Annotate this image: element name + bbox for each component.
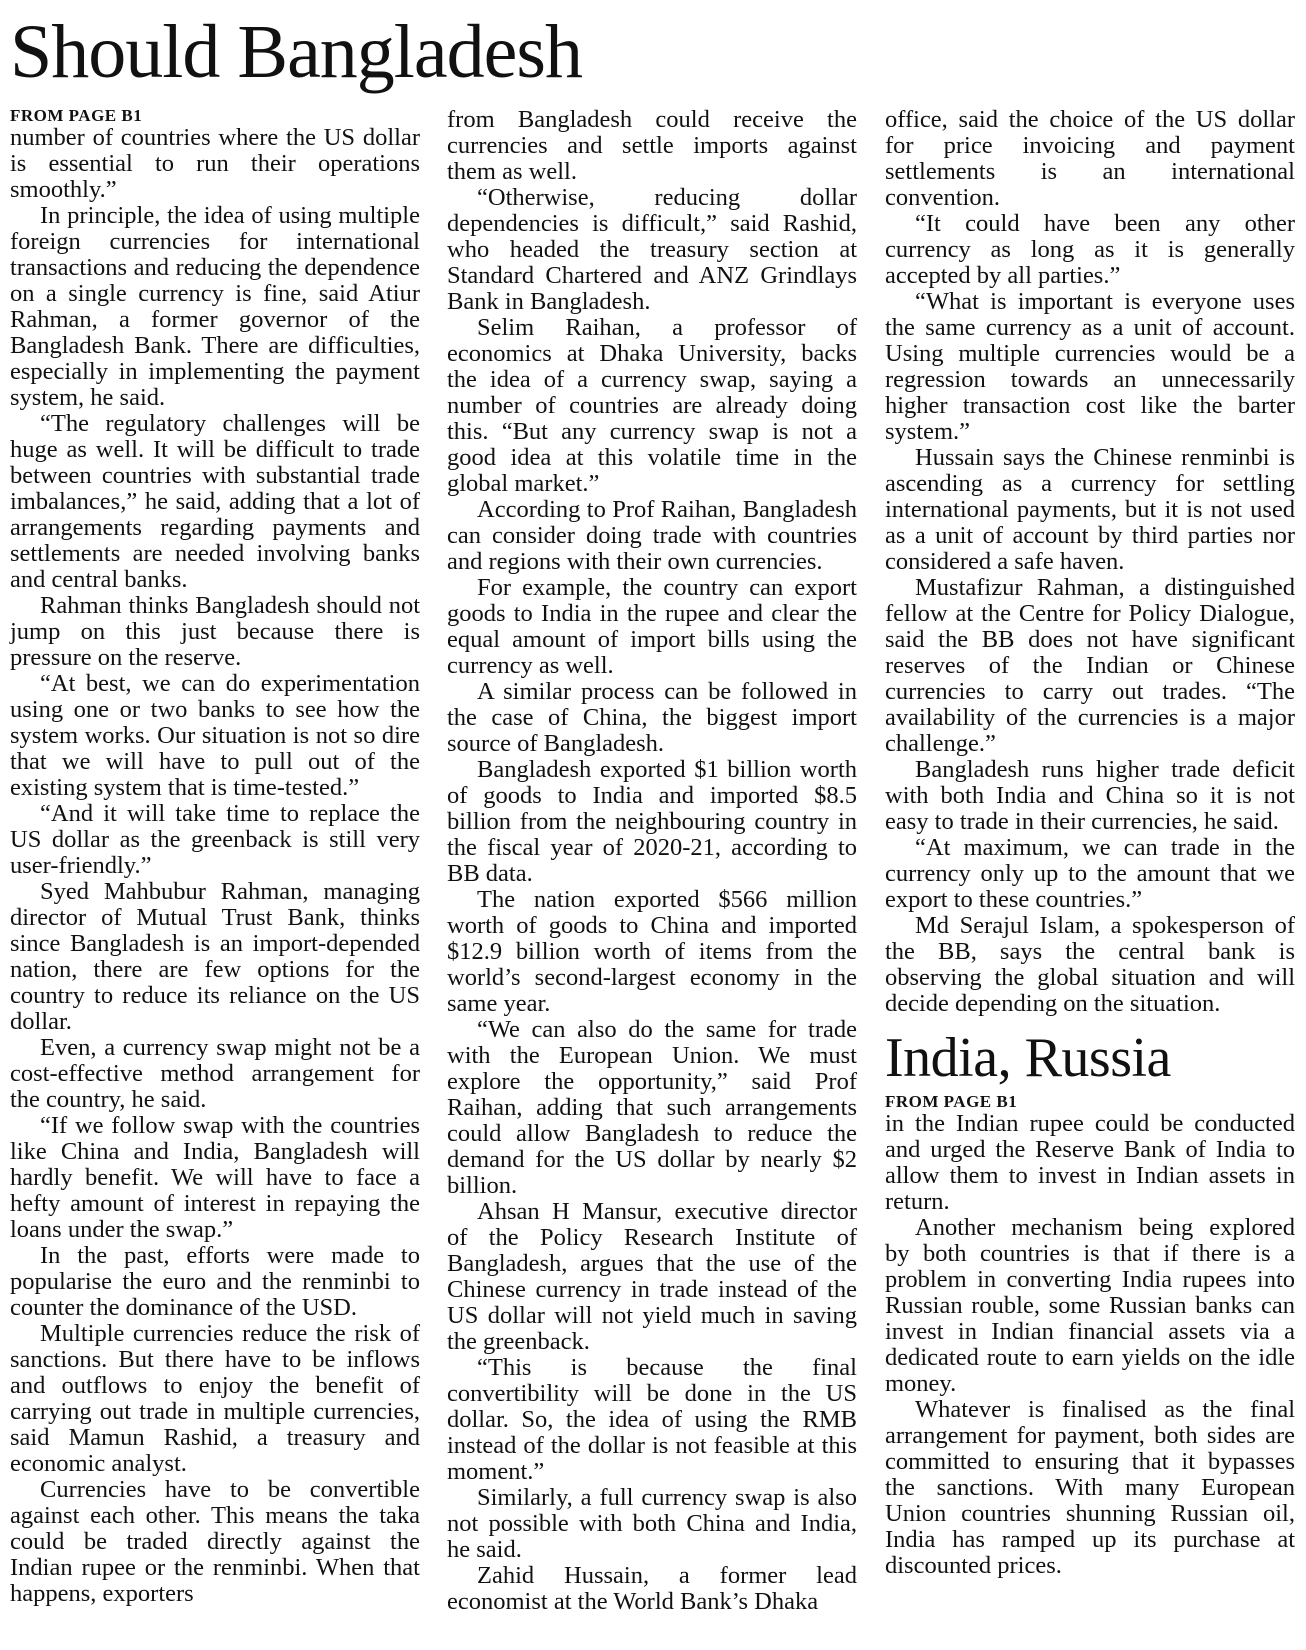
paragraph: Another mechanism being explored by both countries is that if there is a problem in converting India rupees into Russian rouble, some Russian banks can invest in Indian financial assets via a dedicated route to earn yields on the idle money. [885, 1214, 1295, 1397]
paragraph: Md Serajul Islam, a spokesperson of the BB, says the central bank is observing the global situation and will decide depending on the situation. [885, 912, 1295, 1017]
paragraph: “At best, we can do experimentation using one or two banks to see how the system works. Our situation is not so dire that we will have to pull out of the existing system that is time-tested.” [10, 670, 420, 801]
paragraph: “This is because the final convertibility will be done in the US dollar. So, the idea of using the RMB instead of the dollar is not feasible at this moment.” [447, 1354, 857, 1485]
paragraph: Bangladesh exported $1 billion worth of goods to India and imported $8.5 billion from the neighbouring country in the fiscal year of 2020-21, according to BB data. [447, 756, 857, 887]
paragraph: number of countries where the US dollar is essential to run their operations smoothly.” [10, 124, 420, 203]
paragraph: According to Prof Raihan, Bangladesh can consider doing trade with countries and regions with their own currencies. [447, 496, 857, 575]
paragraph: The nation exported $566 million worth of goods to China and imported $12.9 billion worth of items from the world’s second-largest economy in the same year. [447, 886, 857, 1017]
paragraph: Syed Mahbubur Rahman, managing director of Mutual Trust Bank, thinks since Bangladesh is an import-depended nation, there are few options for the country to reduce its reliance on the US dollar. [10, 878, 420, 1035]
paragraph: For example, the country can export goods to India in the rupee and clear the equal amount of import bills using the currency as well. [447, 574, 857, 679]
paragraph: “It could have been any other currency as long as it is generally accepted by all parties.” [885, 210, 1295, 289]
paragraph: “If we follow swap with the countries like China and India, Bangladesh will hardly benefit. We will have to face a hefty amount of interest in repaying the loans under the swap.” [10, 1112, 420, 1243]
paragraph: from Bangladesh could receive the currencies and settle imports against them as well. [447, 106, 857, 185]
paragraph: Multiple currencies reduce the risk of sanctions. But there have to be inflows and outflows to enjoy the benefit of carrying out trade in multiple currencies, said Mamun Rashid, a treasury and economic analyst. [10, 1320, 420, 1477]
paragraph: Ahsan H Mansur, executive director of the Policy Research Institute of Bangladesh, argues that the use of the Chinese currency in trade instead of the US dollar will not yield much in saving the greenback. [447, 1198, 857, 1355]
paragraph: Similarly, a full currency swap is also not possible with both China and India, he said. [447, 1484, 857, 1563]
jump-label: FROM PAGE B1 [885, 1092, 1018, 1111]
headline-india-russia: India, Russia [885, 1027, 1171, 1089]
paragraph: Even, a currency swap might not be a cost-effective method arrangement for the country, he said. [10, 1034, 420, 1113]
paragraph: Bangladesh runs higher trade deficit with both India and China so it is not easy to trade in their currencies, he said. [885, 756, 1295, 835]
paragraph: Selim Raihan, a professor of economics at Dhaka University, backs the idea of a currency swap, saying a number of countries are already doing this. “But any currency swap is not a good idea at this volatile time in the global market.” [447, 314, 857, 497]
paragraph: In the past, efforts were made to popularise the euro and the renminbi to counter the dominance of the USD. [10, 1242, 420, 1321]
paragraph: In principle, the idea of using multiple foreign currencies for international transactions and reducing the dependence on a single currency is fine, said Atiur Rahman, a former governor of the Bangladesh Bank. There are difficulties, especially in implementing the payment system, he said. [10, 202, 420, 411]
jump-label: FROM PAGE B1 [10, 106, 143, 125]
headline-should-bangladesh: Should Bangladesh [10, 10, 582, 94]
column-3 [885, 107, 1295, 1579]
paragraph: Currencies have to be convertible against each other. This means the taka could be traded directly against the Indian rupee or the renminbi. When that happens, exporters [10, 1476, 420, 1607]
paragraph: Rahman thinks Bangladesh should not jump on this just because there is pressure on the reserve. [10, 592, 420, 671]
paragraph: in the Indian rupee could be conducted and urged the Reserve Bank of India to allow them to invest in Indian assets in return. [885, 1110, 1295, 1215]
paragraph: office, said the choice of the US dollar for price invoicing and payment settlements is an international convention. [885, 106, 1295, 211]
column-2 [447, 107, 857, 1615]
paragraph: Whatever is finalised as the final arrangement for payment, both sides are committed to ensuring that it bypasses the sanctions. With many European Union countries shunning Russian oil, India has ramped up its purchase at discounted prices. [885, 1396, 1295, 1579]
paragraph: Zahid Hussain, a former lead economist at the World Bank’s Dhaka [447, 1562, 857, 1615]
paragraph: “At maximum, we can trade in the currency only up to the amount that we export to these countries.” [885, 834, 1295, 913]
paragraph: “Otherwise, reducing dollar dependencies is difficult,” said Rashid, who headed the treasury section at Standard Chartered and ANZ Grindlays Bank in Bangladesh. [447, 184, 857, 315]
paragraph: “We can also do the same for trade with the European Union. We must explore the opportunity,” said Prof Raihan, adding that such arrangements could allow Bangladesh to reduce the demand for the US dollar by nearly $2 billion. [447, 1016, 857, 1199]
paragraph: “And it will take time to replace the US dollar as the greenback is still very user-friendly.” [10, 800, 420, 879]
paragraph: Mustafizur Rahman, a distinguished fellow at the Centre for Policy Dialogue, said the BB does not have significant reserves of the Indian or Chinese currencies to carry out trades. “The availability of the currencies is a major challenge.” [885, 574, 1295, 757]
column-1 [10, 107, 420, 1607]
paragraph: “The regulatory challenges will be huge as well. It will be difficult to trade between countries with substantial trade imbalances,” he said, adding that a lot of arrangements regarding payments and settlements are needed involving banks and central banks. [10, 410, 420, 593]
paragraph: A similar process can be followed in the case of China, the biggest import source of Bangladesh. [447, 678, 857, 757]
paragraph: “What is important is everyone uses the same currency as a unit of account. Using multiple currencies would be a regression towards an unnecessarily higher transaction cost like the barter system.” [885, 288, 1295, 445]
paragraph: Hussain says the Chinese renminbi is ascending as a currency for settling international payments, but it is not used as a unit of account by third parties nor considered a safe haven. [885, 444, 1295, 575]
